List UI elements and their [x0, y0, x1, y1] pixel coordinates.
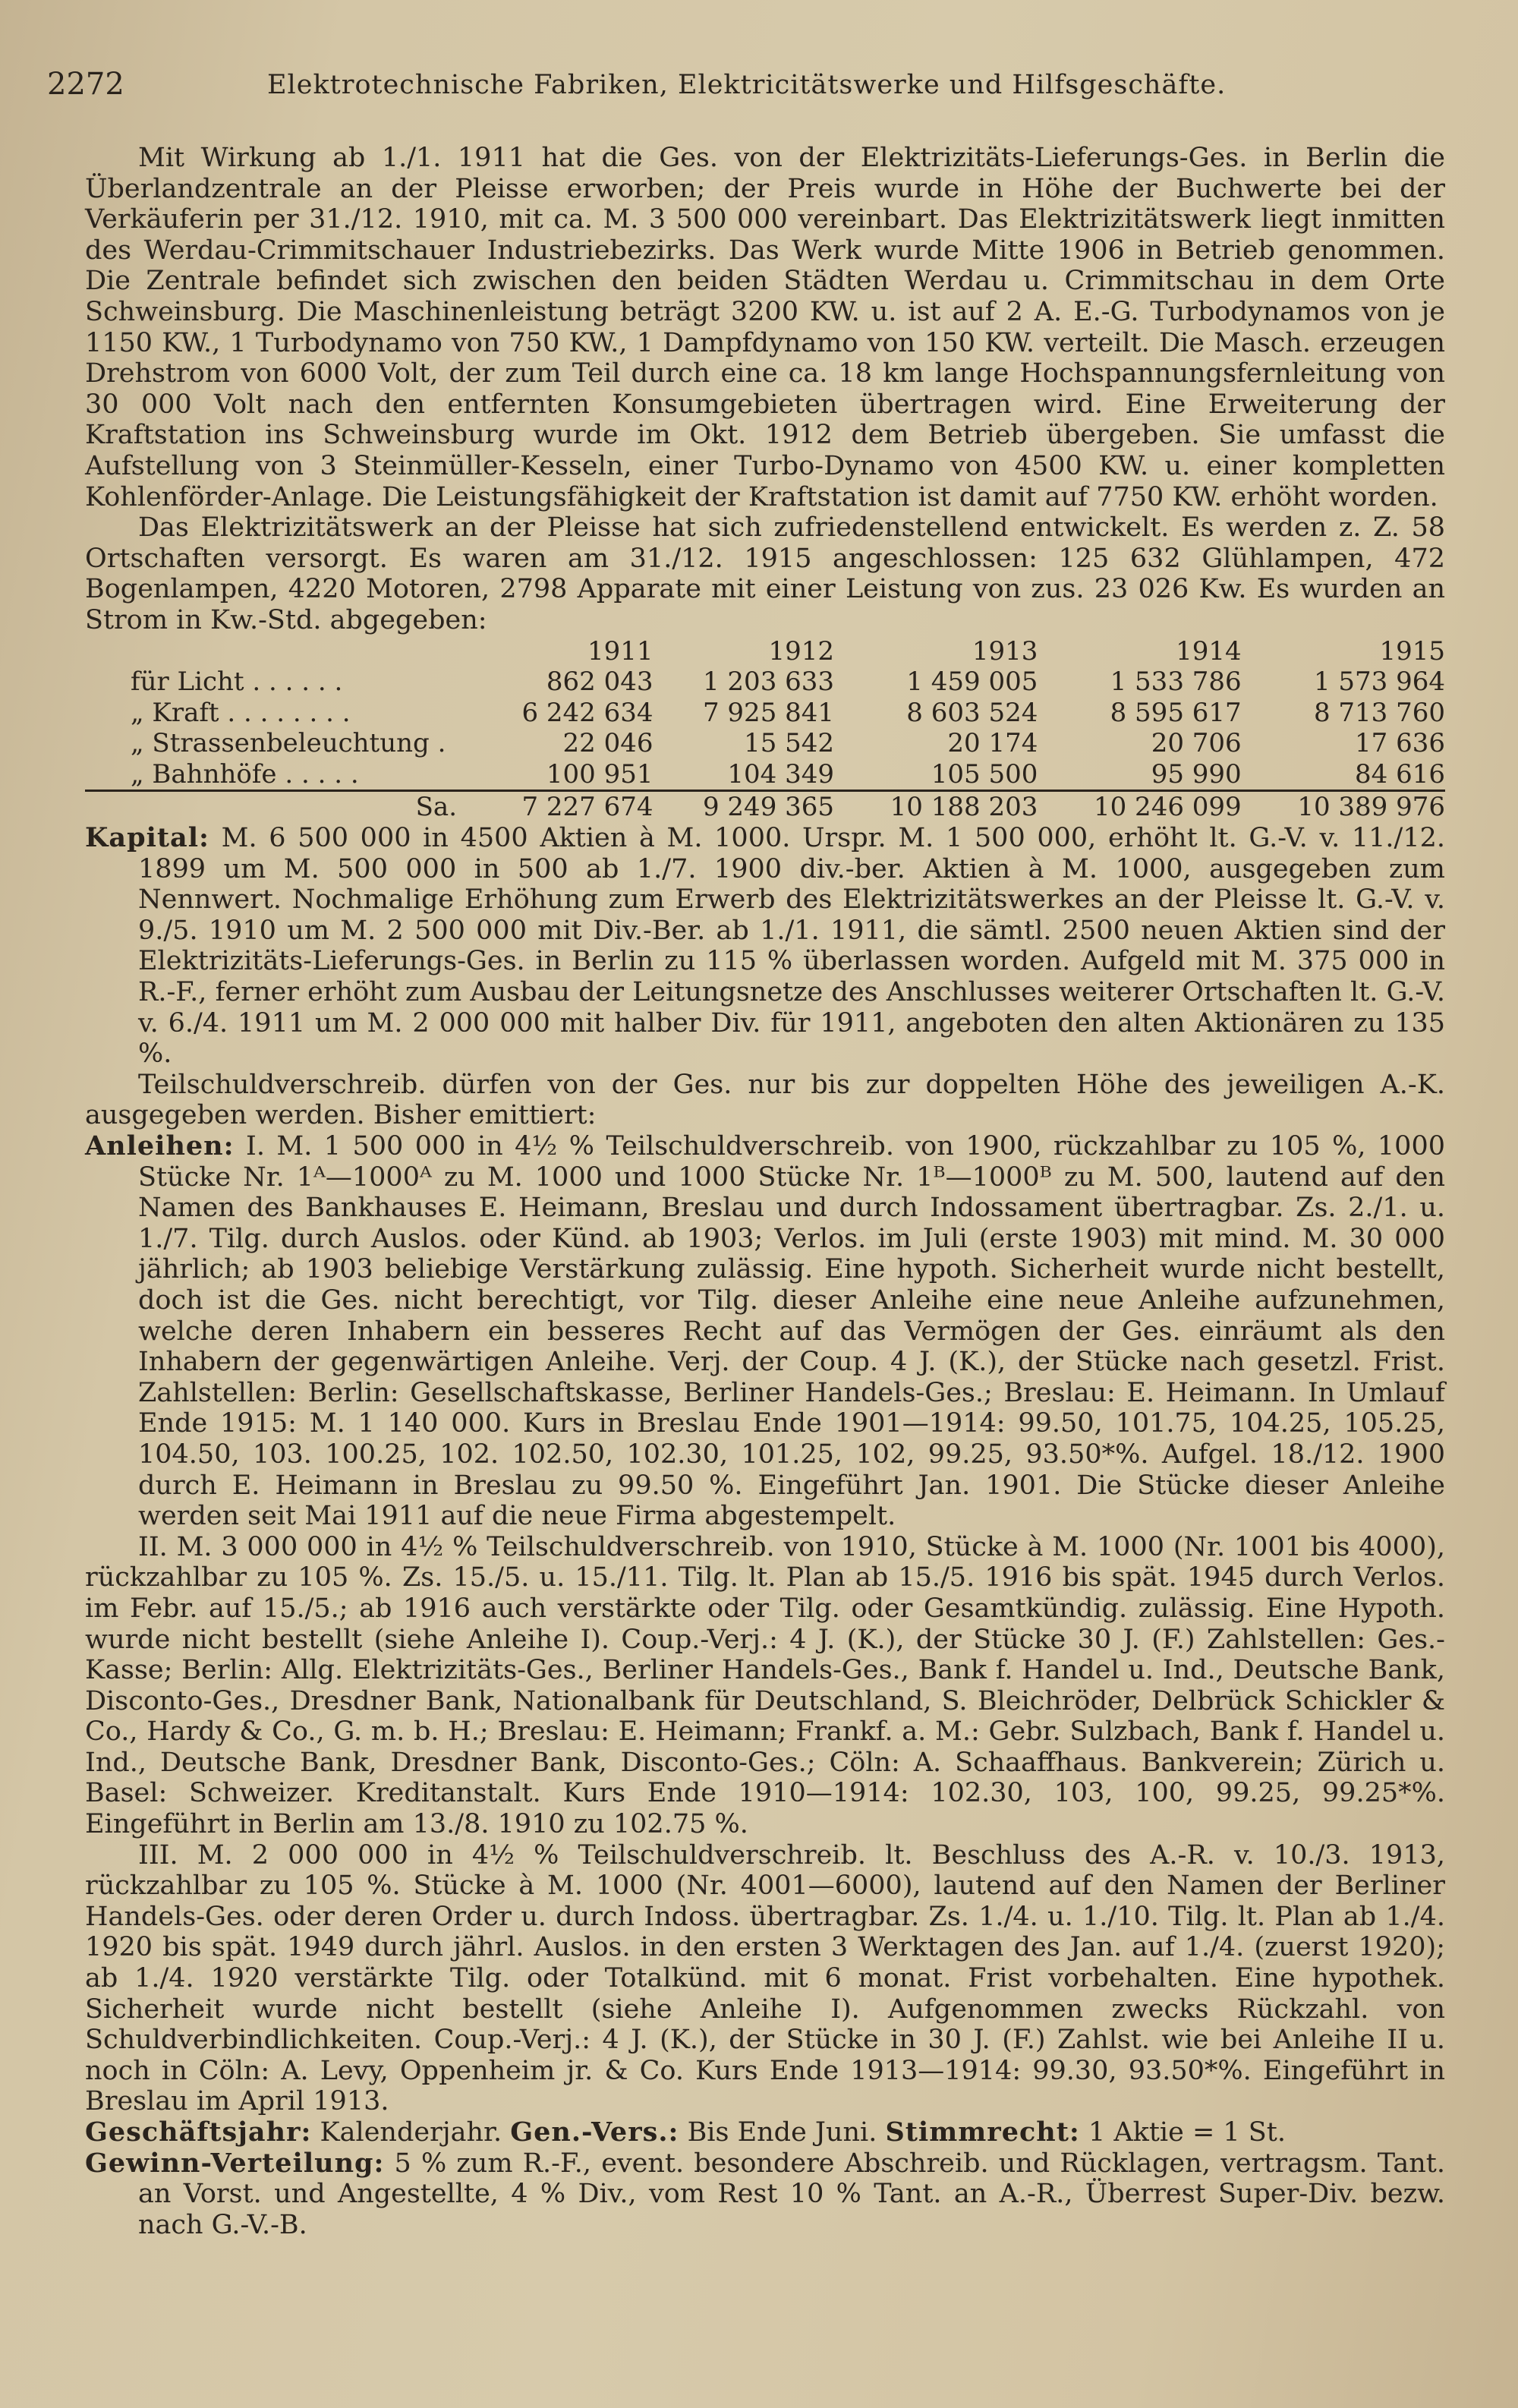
table-cell: 1 203 633 — [702, 667, 835, 698]
table-cell: 1 533 786 — [1110, 667, 1242, 698]
paragraph-geschaeftsjahr — [85, 2117, 1445, 2148]
genvers-label: Gen.-Vers.: — [510, 2116, 679, 2148]
table-cell: 6 242 634 — [521, 697, 653, 728]
table-cell: 862 043 — [546, 667, 653, 698]
year-header: 1913 — [972, 635, 1038, 667]
genvers-text: Bis Ende Juni. — [679, 2117, 886, 2148]
table-cell: 7 925 841 — [702, 697, 835, 728]
geschaeftsjahr-label: Geschäftsjahr: — [85, 2116, 312, 2148]
row-label: für Licht . . . . . . — [131, 667, 343, 698]
table-cell: 100 951 — [546, 758, 653, 790]
table-row — [85, 698, 1445, 729]
anleihen-label: Anleihen: — [85, 1130, 235, 1161]
power-output-table — [85, 636, 1445, 824]
table-corner — [85, 636, 472, 667]
table-cell: 1 573 964 — [1313, 667, 1445, 698]
kapital-text: M. 6 500 000 in 4500 Aktien à M. 1000. Urspr. M. 1 500 000, erhöht lt. G.-V. v. 11./12. 1899 um M. 500 000 in 500 ab 1./7. 1900 div.-ber. Aktien à M. 1000, ausgegeben zum Nennwert. Nochmalige Erhöhung zum Erwerb des Elektrizitätswerkes an der Pleisse lt. G.-V. v. 9./5. 1910 um M. 2 500 000 mit Div.-Ber. ab 1./1. 1911, die sämtl. 2500 neuen Aktien sind der Elektrizitäts-Lieferungs-Ges. in Berlin zu 115 % überlassen worden. Aufgeld mit M. 375 000 in R.-F., ferner erhöht zum Ausbau der Leitungsnetze des Anschlusses weiterer Ortschaften lt. G.-V. v. 6./4. 1911 um M. 2 000 000 mit halber Div. für 1911, angeboten den alten Aktionären zu 135 %. — [138, 823, 1445, 1070]
row-label: „ Bahnhöfe . . . . . — [131, 758, 359, 790]
paragraph-anleihe-2: II. M. 3 000 000 in 4½ % Teilschuldverschreib. von 1910, Stücke à M. 1000 (Nr. 1001 bis 4000), rückzahlbar zu 105 %. Zs. 15./5. u. 15./11. Tilg. lt. Plan ab 15./5. 1916 bis spät. 1945 durch Verlos. im Febr. auf 15./5.; ab 1916 auch verstärkte oder Tilg. oder Gesamtkündig. zulässig. Eine Hypoth. wurde nicht bestellt (siehe Anleihe I). Coup.-Verj.: 4 J. (K.), der Stücke 30 J. (F.) Zahlstellen: Ges.-Kasse; Berlin: Allg. Elektrizitäts-Ges., Berliner Handels-Ges., Bank f. Handel u. Ind., Deutsche Bank, Disconto-Ges., Dresdner Bank, Nationalbank für Deutschland, S. Bleichröder, Delbrück Schickler & Co., Hardy & Co., G. m. b. H.; Breslau: E. Heimann; Frankf. a. M.: Gebr. Sulzbach, Bank f. Handel u. Ind., Deutsche Bank, Dresdner Bank, Disconto-Ges.; Cöln: A. Schaaffhaus. Bankverein; Zürich u. Basel: Schweizer. Kreditanstalt. Kurs Ende 1910—1914: 102.30, 103, 100, 99.25, 99.25*%. Eingeführt in Berlin am 13./8. 1910 zu 102.75 %. — [85, 1531, 1445, 1840]
row-label: „ Kraft . . . . . . . . — [131, 697, 351, 728]
paragraph-bonds-intro: Teilschuldverschreib. dürfen von der Ges. nur bis zur doppelten Höhe des jeweiligen A.-K. ausgegeben werden. Bisher emittiert: — [85, 1069, 1445, 1131]
anleihe-1-text: I. M. 1 500 000 in 4½ % Teilschuldverschreib. von 1900, rückzahlbar zu 105 %, 1000 Stücke Nr. 1ᴬ—1000ᴬ zu M. 1000 und 1000 Stücke Nr. 1ᴮ—1000ᴮ zu M. 500, lautend auf den Namen des Bankhauses E. Heimann, Breslau und durch Indossament übertragbar. Zs. 2./1. u. 1./7. Tilg. durch Auslos. oder Künd. ab 1903; Verlos. im Juli (erste 1903) mit mind. M. 30 000 jährlich; ab 1903 beliebige Verstärkung zulässig. Eine hypoth. Sicherheit wurde nicht bestellt, doch ist die Ges. nicht berechtigt, vor Tilg. dieser Anleihe eine neue Anleihe aufzunehmen, welche deren Inhabern ein besseres Recht auf das Vermögen der Ges. einräumt als den Inhabern der gegenwärtigen Anleihe. Verj. der Coup. 4 J. (K.), der Stücke nach gesetzl. Frist. Zahlstellen: Berlin: Gesellschaftskasse, Berliner Handels-Ges.; Breslau: E. Heimann. In Umlauf Ende 1915: M. 1 140 000. Kurs in Breslau Ende 1901—1914: 99.50, 101.75, 104.25, 105.25, 104.50, 103. 100.25, 102. 102.50, 102.30, 101.25, 102, 99.25, 93.50*%. Aufgel. 18./12. 1900 durch E. Heimann in Breslau zu 99.50 %. Eingeführt Jan. 1901. Die Stücke dieser Anleihe werden seit Mai 1911 auf die neue Firma abgestempelt. — [138, 1131, 1445, 1532]
paragraph-gewinn — [85, 2148, 1445, 2241]
sum-cell: 10 246 099 — [1038, 791, 1241, 823]
page-header — [47, 67, 1474, 105]
table-cell: 15 542 — [744, 728, 835, 759]
running-title: Elektrotechnische Fabriken, Elektricitätswerke und Hilfsgeschäfte. — [267, 70, 1227, 100]
row-label: „ Strassenbeleuchtung . — [131, 728, 446, 759]
year-header: 1915 — [1379, 635, 1445, 667]
table-sum-row — [85, 791, 1445, 823]
paragraph-anleihe-3: III. M. 2 000 000 in 4½ % Teilschuldverschreib. lt. Beschluss des A.-R. v. 10./3. 1913, rückzahlbar zu 105 %. Stücke à M. 1000 (Nr. 4001—6000), lautend auf den Namen der Berliner Handels-Ges. oder deren Order u. durch Indoss. übertragbar. Zs. 1./4. u. 1./10. Tilg. lt. Plan ab 1./4. 1920 bis spät. 1949 durch jährl. Auslos. in den ersten 3 Werktagen des Jan. auf 1./4. (zuerst 1920); ab 1./4. 1920 verstärkte Tilg. oder Totalkünd. mit 6 monat. Frist vorbehalten. Eine hypothek. Sicherheit wurde nicht bestellt (siehe Anleihe I). Aufgenommen zwecks Rückzahl. von Schuldverbindlichkeiten. Coup.-Verj.: 4 J. (K.), der Stücke in 30 J. (F.) Zahlst. wie bei Anleihe II u. noch in Cöln: A. Levy, Oppenheim jr. & Co. Kurs Ende 1913—1914: 99.30, 93.50*%. Eingeführt in Breslau im April 1913. — [85, 1839, 1445, 2117]
gewinn-label: Gewinn-Verteilung: — [85, 2147, 385, 2179]
year-header: 1912 — [768, 635, 835, 667]
year-header: 1914 — [1176, 635, 1242, 667]
geschaeftsjahr-text: Kalenderjahr. — [311, 2117, 511, 2148]
paragraph-anleihe-1 — [85, 1131, 1445, 1532]
paragraph-development: Das Elektrizitätswerk an der Pleisse hat sich zufriedenstellend entwickelt. Es werden z. Z. 58 Ortschaften versorgt. Es waren am 31./12. 1915 angeschlossen: 125 632 Glühlampen, 472 Bogenlampen, 4220 Motoren, 2798 Apparate mit einer Leistung von zus. 23 026 Kw. Es wurden an Strom in Kw.-Std. abgegeben: — [85, 512, 1445, 635]
table-cell: 20 706 — [1151, 728, 1242, 759]
table-cell: 22 046 — [562, 728, 653, 759]
table-cell: 17 636 — [1355, 728, 1445, 759]
table-cell: 95 990 — [1151, 758, 1242, 790]
paragraph-kapital — [85, 823, 1445, 1070]
table-cell: 84 616 — [1355, 758, 1445, 790]
page-number: 2272 — [47, 67, 124, 102]
table-cell: 104 349 — [727, 758, 835, 790]
stimmrecht-label: Stimmrecht: — [885, 2116, 1080, 2148]
year-header: 1911 — [587, 635, 653, 667]
table-cell: 105 500 — [931, 758, 1038, 790]
table-cell: 8 603 524 — [906, 697, 1038, 728]
sum-cell: 10 188 203 — [834, 791, 1038, 823]
sum-cell: 9 249 365 — [653, 791, 835, 823]
table-row — [85, 728, 1445, 759]
sum-label: Sa. — [85, 791, 472, 823]
table-row — [85, 759, 1445, 791]
table-row — [85, 667, 1445, 698]
kapital-label: Kapital: — [85, 822, 209, 854]
paragraph-acquisition: Mit Wirkung ab 1./1. 1911 hat die Ges. von der Elektrizitäts-Lieferungs-Ges. in Berlin die Überlandzentrale an der Pleisse erworben; der Preis wurde in Höhe der Buchwerte bei der Verkäuferin per 31./12. 1910, mit ca. M. 3 500 000 vereinbart. Das Elektrizitätswerk liegt inmitten des Werdau-Crimmitschauer Industriebezirks. Das Werk wurde Mitte 1906 in Betrieb genommen. Die Zentrale befindet sich zwischen den beiden Städten Werdau u. Crimmitschau in dem Orte Schweinsburg. Die Maschinenleistung beträgt 3200 KW. u. ist auf 2 A. E.-G. Turbodynamos von je 1150 KW., 1 Turbodynamo von 750 KW., 1 Dampfdynamo von 150 KW. verteilt. Die Masch. erzeugen Drehstrom von 6000 Volt, der zum Teil durch eine ca. 18 km lange Hochspannungsfernleitung von 30 000 Volt nach den entfernten Konsumgebieten übertragen wird. Eine Erweiterung der Kraftstation ins Schweinsburg wurde im Okt. 1912 dem Betrieb übergeben. Sie umfasst die Aufstellung von 3 Steinmüller-Kesseln, einer Turbo-Dynamo von 4500 KW. u. einer kompletten Kohlenförder-Anlage. Die Leistungsfähigkeit der Kraftstation ist damit auf 7750 KW. erhöht worden. — [85, 143, 1445, 512]
table-cell: 8 713 760 — [1313, 697, 1445, 728]
table-cell: 8 595 617 — [1110, 697, 1242, 728]
stimmrecht-text: 1 Aktie = 1 St. — [1079, 2117, 1286, 2148]
body-text — [85, 143, 1445, 2240]
sum-cell: 7 227 674 — [472, 791, 653, 823]
table-cell: 20 174 — [947, 728, 1038, 759]
table-cell: 1 459 005 — [906, 667, 1038, 698]
sum-cell: 10 389 976 — [1242, 791, 1445, 823]
gewinn-text: 5 % zum R.-F., event. besondere Abschreib. und Rücklagen, vertragsm. Tant. an Vorst. und Angestellte, 4 % Div., vom Rest 10 % Tant. an A.-R., Überrest Super-Div. bezw. nach G.-V.-B. — [138, 2148, 1445, 2240]
table-header-row — [85, 636, 1445, 667]
